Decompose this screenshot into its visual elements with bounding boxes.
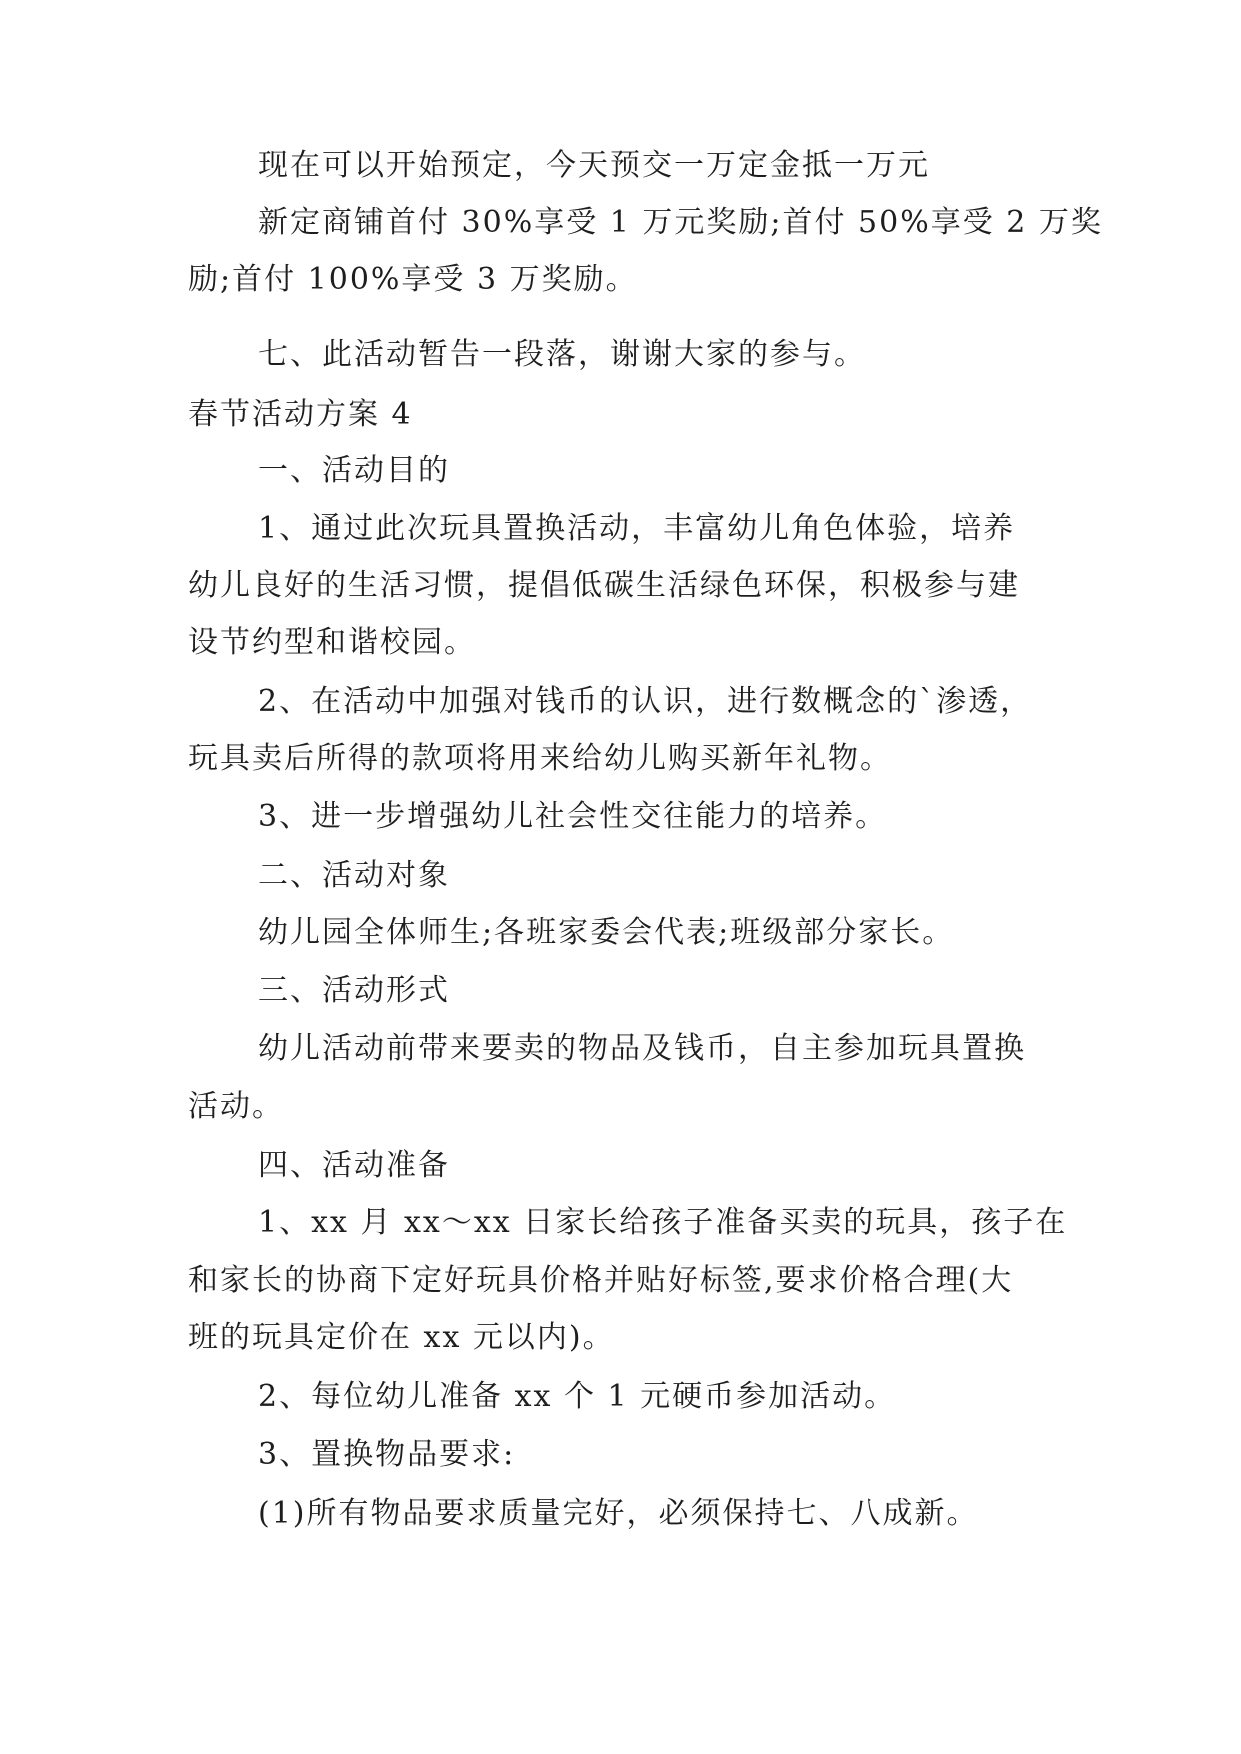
paragraph-line: 活动。 (188, 1089, 284, 1124)
paragraph-line: 2、每位幼儿准备 xx 个 1 元硬币参加活动。 (258, 1379, 897, 1414)
paragraph-line: (1)所有物品要求质量完好，必须保持七、八成新。 (258, 1496, 979, 1531)
paragraph-line: 七、此活动暂告一段落，谢谢大家的参与。 (258, 337, 866, 372)
paragraph-line: 2、在活动中加强对钱币的认识，进行数概念的`渗透， (258, 684, 1033, 719)
paragraph-line: 幼儿园全体师生;各班家委会代表;班级部分家长。 (258, 915, 955, 950)
paragraph-line: 1、xx 月 xx～xx 日家长给孩子准备买卖的玩具，孩子在 (258, 1205, 1068, 1240)
paragraph-line: 励;首付 100%享受 3 万奖励。 (188, 262, 638, 297)
paragraph-line: 设节约型和谐校园。 (188, 625, 476, 660)
paragraph-line: 3、置换物品要求: (258, 1437, 516, 1472)
paragraph-line: 现在可以开始预定，今天预交一万定金抵一万元 (258, 148, 930, 183)
subsection-heading: 四、活动准备 (258, 1148, 450, 1183)
section-heading: 春节活动方案 4 (188, 397, 413, 432)
paragraph-line: 新定商铺首付 30%享受 1 万元奖励;首付 50%享受 2 万奖 (258, 205, 1103, 240)
paragraph-line: 和家长的协商下定好玩具价格并贴好标签,要求价格合理(大 (188, 1263, 1014, 1298)
paragraph-line: 班的玩具定价在 xx 元以内)。 (188, 1320, 615, 1355)
paragraph-line: 幼儿活动前带来要卖的物品及钱币，自主参加玩具置换 (258, 1031, 1026, 1066)
paragraph-line: 1、通过此次玩具置换活动，丰富幼儿角色体验，培养 (258, 511, 1016, 546)
paragraph-line: 3、进一步增强幼儿社会性交往能力的培养。 (258, 799, 888, 834)
paragraph-line: 玩具卖后所得的款项将用来给幼儿购买新年礼物。 (188, 741, 892, 776)
paragraph-line: 幼儿良好的生活习惯，提倡低碳生活绿色环保，积极参与建 (188, 568, 1020, 603)
subsection-heading: 二、活动对象 (258, 858, 450, 893)
subsection-heading: 三、活动形式 (258, 973, 450, 1008)
subsection-heading: 一、活动目的 (258, 453, 450, 488)
